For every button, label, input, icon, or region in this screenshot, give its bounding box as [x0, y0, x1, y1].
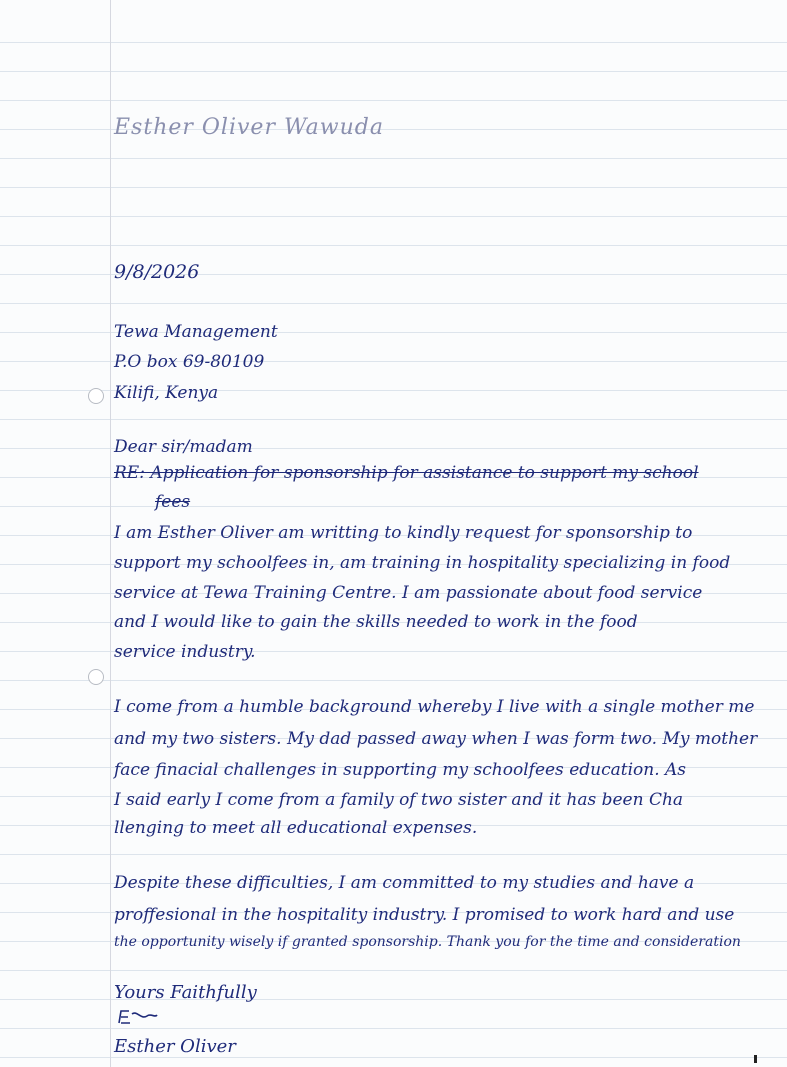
punch-hole: [88, 669, 104, 685]
recipient-po-box: P.O box 69-80109: [114, 352, 265, 372]
para2-line: and my two sisters. My dad passed away when I was form two. My mother: [114, 729, 758, 749]
subject-line-continued: fees: [155, 492, 191, 512]
punch-hole: [88, 388, 104, 404]
para2-line: face finacial challenges in supporting my schoolfees education. As: [114, 760, 686, 780]
signature-name: Esther Oliver: [114, 1036, 236, 1057]
para2-line: llenging to meet all educational expenses.: [114, 818, 478, 838]
para3-line: proffesional in the hospitality industry. I promised to work hard and use: [114, 905, 735, 925]
subject-line: RE: Application for sponsorship for assistance to support my school: [114, 463, 699, 483]
para3-line: Despite these difficulties, I am committed to my studies and have a: [114, 873, 695, 893]
para3-line: the opportunity wisely if granted sponsorship. Thank you for the time and consideration: [114, 934, 741, 950]
letter-date: 9/8/2026: [114, 261, 200, 283]
recipient-org: Tewa Management: [114, 322, 278, 342]
para1-line: support my schoolfees in, am training in hospitality specializing in food: [114, 553, 731, 573]
para2-line: I come from a humble background whereby I live with a single mother me: [114, 697, 755, 717]
signature-scribble: [117, 1008, 159, 1026]
para1-line: service industry.: [114, 642, 256, 662]
para1-line: service at Tewa Training Centre. I am passionate about food service: [114, 583, 703, 603]
recipient-location: Kilifi, Kenya: [114, 383, 219, 403]
closing: Yours Faithfully: [114, 982, 257, 1003]
margin-line: [110, 0, 111, 1067]
sender-name: Esther Oliver Wawuda: [114, 115, 384, 140]
page-mark: [754, 1055, 757, 1063]
para1-line: I am Esther Oliver am writting to kindly request for sponsorship to: [114, 523, 693, 543]
salutation: Dear sir/madam: [114, 437, 253, 457]
para1-line: and I would like to gain the skills needed to work in the food: [114, 612, 638, 632]
para2-line: I said early I come from a family of two sister and it has been Cha: [114, 790, 684, 810]
